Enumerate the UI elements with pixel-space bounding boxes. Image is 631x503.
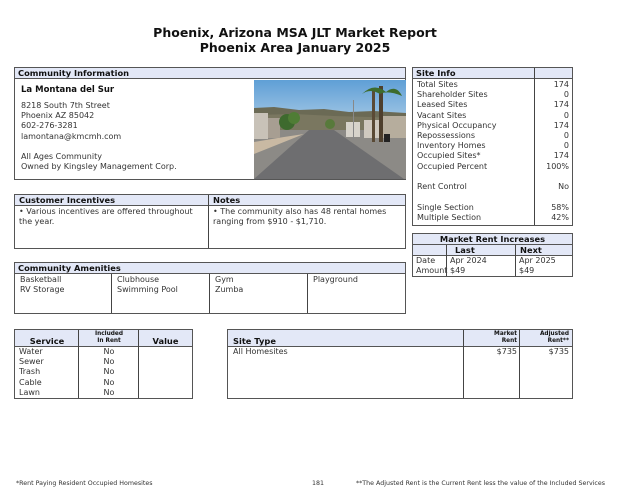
site-type-table bbox=[227, 329, 573, 399]
site-row: Inventory Homes 0 bbox=[417, 141, 569, 151]
services-table bbox=[14, 329, 193, 399]
mri-column-headers bbox=[413, 245, 572, 256]
footer-note-occupied: *Rent Paying Resident Occupied Homesites bbox=[16, 480, 153, 487]
services-col-service: Service bbox=[29, 336, 65, 346]
incentives-text: • Various incentives are offered throughout the year. bbox=[19, 207, 193, 227]
incentives-notes-header bbox=[15, 195, 405, 206]
site-row: Repossessions 0 bbox=[417, 130, 569, 140]
amenity-item: Clubhouse bbox=[117, 275, 160, 284]
address-line2: Phoenix AZ 85042 bbox=[21, 111, 95, 121]
amenity-item: Basketball bbox=[20, 275, 62, 284]
mri-col-last: Last bbox=[455, 245, 475, 255]
report-title: Phoenix, Arizona MSA JLT Market Report bbox=[153, 25, 437, 40]
amenity-item: Gym bbox=[215, 275, 234, 284]
amenity-column-2 bbox=[117, 275, 178, 295]
site-row: Leased Sites 174 bbox=[417, 100, 569, 110]
amenities-panel bbox=[14, 262, 406, 314]
amenities-divider-2 bbox=[209, 274, 210, 313]
street-scene-image bbox=[254, 80, 406, 179]
amenity-column-3 bbox=[215, 275, 243, 295]
site-info-panel bbox=[412, 67, 573, 226]
site-row: Shareholder Sites 0 bbox=[417, 90, 569, 100]
mri-row-date: Date Apr 2024 Apr 2025 bbox=[416, 256, 556, 265]
amenities-header: Community Amenities bbox=[15, 263, 405, 274]
phone: 602-276-3281 bbox=[21, 121, 78, 131]
service-row: Cable No bbox=[19, 377, 115, 387]
mri-col-next: Next bbox=[520, 245, 542, 255]
site-type-col-type: Site Type bbox=[233, 336, 276, 346]
mri-divider-1 bbox=[446, 245, 447, 276]
site-row: Physical Occupancy 174 bbox=[417, 120, 569, 130]
amenity-item: Zumba bbox=[215, 285, 244, 295]
site-info-header bbox=[413, 68, 572, 79]
site-type-header-row bbox=[228, 330, 572, 347]
mri-row-amount: Amount $49 $49 bbox=[416, 266, 535, 275]
amenity-item: Playground bbox=[313, 275, 358, 284]
community-info-panel bbox=[14, 67, 406, 180]
community-type: All Ages Community bbox=[21, 151, 102, 161]
site-row: Vacant Sites 0 bbox=[417, 110, 569, 120]
service-row: Water No bbox=[19, 347, 115, 356]
rent-control-row: Rent Control No bbox=[417, 182, 569, 192]
site-info-divider bbox=[534, 68, 535, 225]
amenity-column-4 bbox=[313, 275, 358, 285]
address-line1: 8218 South 7th Street bbox=[21, 101, 110, 110]
site-info-title: Site Info bbox=[416, 68, 456, 78]
page-number: 181 bbox=[312, 480, 325, 487]
services-divider-1 bbox=[78, 330, 79, 398]
market-rent-header: Market Rent Increases bbox=[413, 234, 572, 245]
services-col-included: Included In Rent bbox=[94, 331, 124, 344]
site-row: Occupied Sites* 174 bbox=[417, 151, 569, 161]
footer-note-adjusted: **The Adjusted Rent is the Current Rent less the value of the Included Services bbox=[356, 480, 606, 487]
community-photo bbox=[254, 80, 406, 179]
site-row: Occupied Percent 100% bbox=[417, 161, 569, 171]
amenities-divider-1 bbox=[111, 274, 112, 313]
service-row: Sewer No bbox=[19, 357, 115, 367]
incentives-header: Customer Incentives bbox=[19, 195, 116, 205]
notes-header: Notes bbox=[213, 195, 241, 205]
site-row: Total Sites 174 bbox=[417, 80, 569, 89]
owner: Owned by Kingsley Management Corp. bbox=[21, 162, 177, 172]
site-type-col-market: Market Rent bbox=[494, 331, 517, 344]
services-divider-2 bbox=[138, 330, 139, 398]
site-type-col-adjusted: Adjusted Rent** bbox=[539, 331, 569, 344]
community-info-header: Community Information bbox=[15, 68, 405, 79]
incentives-notes-panel bbox=[14, 194, 406, 249]
service-row: Trash No bbox=[19, 367, 115, 377]
site-type-row: All Homesites $735 $735 bbox=[233, 347, 569, 356]
services-col-value: Value bbox=[152, 336, 179, 346]
mri-divider-2 bbox=[515, 245, 516, 276]
site-info-rows bbox=[413, 79, 572, 223]
notes-text: • The community also has 48 rental homes ranging from $910 - $1,710. bbox=[213, 207, 387, 227]
amenity-item: RV Storage bbox=[20, 285, 65, 295]
service-row: Lawn No bbox=[19, 387, 115, 397]
market-rent-increases-panel bbox=[412, 233, 573, 277]
incentives-notes-divider bbox=[208, 195, 209, 248]
multiple-section-row: Multiple Section 42% bbox=[417, 213, 569, 223]
amenity-column-1 bbox=[20, 275, 64, 295]
services-header-row bbox=[15, 330, 192, 347]
site-type-divider-1 bbox=[463, 330, 464, 398]
site-type-divider-2 bbox=[519, 330, 520, 398]
amenity-item: Swimming Pool bbox=[117, 285, 178, 295]
community-name: La Montana del Sur bbox=[21, 85, 115, 95]
report-subtitle: Phoenix Area January 2025 bbox=[199, 40, 391, 55]
email: lamontana@kmcmh.com bbox=[21, 131, 122, 141]
amenities-divider-3 bbox=[307, 274, 308, 313]
single-section-row: Single Section 58% bbox=[417, 202, 569, 212]
